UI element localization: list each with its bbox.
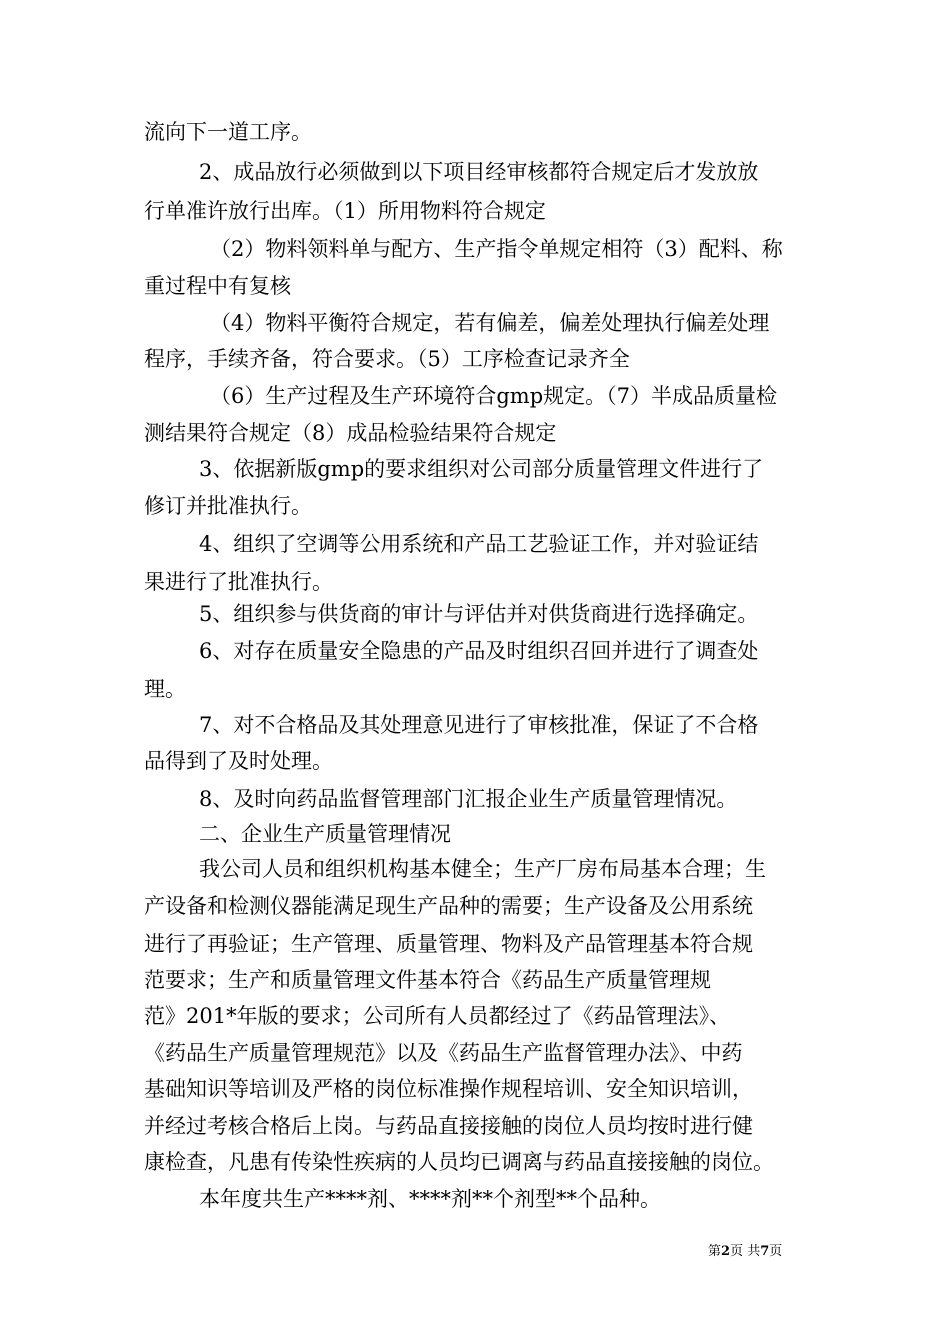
text-line: 基础知识等培训及严格的岗位标准操作规程培训、安全知识培训， (144, 1077, 753, 1101)
section-heading: 二、企业生产质量管理情况 (199, 822, 451, 846)
text-line: 5、组织参与供货商的审计与评估并对供货商进行选择确定。 (199, 602, 759, 626)
text-line: 2、成品放行必须做到以下项目经审核都符合规定后才发放放 (199, 160, 759, 184)
page-footer (708, 1244, 782, 1260)
text-line: （2）物料领料单与配方、生产指令单规定相符（3）配料、称 (210, 237, 783, 261)
text-line: 《药品生产质量管理规范》以及《药品生产监督管理办法》、中药 (144, 1041, 743, 1065)
text-line: 我公司人员和组织机构基本健全；生产厂房布局基本合理；生 (199, 857, 766, 881)
text-line: 流向下一道工序。 (144, 120, 312, 144)
text-line: 程序，手续齐备，符合要求。（5）工序检查记录齐全 (144, 347, 630, 371)
text-line: 本年度共生产****剂、****剂**个剂型**个品种。 (199, 1187, 661, 1211)
footer-prefix: 第 (708, 1244, 722, 1259)
total-pages-number: 7 (760, 1244, 770, 1259)
footer-middle: 页 共 (730, 1244, 761, 1259)
text-line: 理。 (144, 677, 186, 701)
text-line: 7、对不合格品及其处理意见进行了审核批准，保证了不合格 (199, 713, 759, 737)
text-line: 品得到了及时处理。 (144, 749, 333, 773)
text-line: 测结果符合规定（8）成品检验结果符合规定 (144, 421, 557, 445)
text-line: 产设备和检测仪器能满足现生产品种的需要；生产设备及公用系统 (144, 894, 753, 918)
text-line: 8、及时向药品监督管理部门汇报企业生产质量管理情况。 (199, 787, 738, 811)
text-line: 行单准许放行出库。（1）所用物料符合规定 (144, 199, 546, 223)
text-line: 重过程中有复核 (144, 274, 291, 298)
text-line: 进行了再验证；生产管理、质量管理、物料及产品管理基本符合规 (144, 932, 753, 956)
text-line: 4、组织了空调等公用系统和产品工艺验证工作，并对验证结 (199, 532, 759, 556)
text-line: （4）物料平衡符合规定，若有偏差，偏差处理执行偏差处理 (210, 311, 770, 335)
text-line: 修订并批准执行。 (144, 494, 312, 518)
text-line: 并经过考核合格后上岗。与药品直接接触的岗位人员均按时进行健 (144, 1114, 753, 1138)
current-page-number: 2 (721, 1244, 731, 1259)
text-line: 康检查，凡患有传染性疾病的人员均已调离与药品直接接触的岗位。 (144, 1150, 774, 1174)
text-line: 范要求；生产和质量管理文件基本符合《药品生产质量管理规 (144, 968, 711, 992)
text-line: 范》201*年版的要求；公司所有人员都经过了《药品管理法》、 (144, 1004, 731, 1028)
text-line: 果进行了批准执行。 (144, 570, 333, 594)
footer-suffix: 页 (769, 1244, 783, 1259)
text-line: （6）生产过程及生产环境符合gmp规定。（7）半成品质量检 (210, 384, 778, 408)
text-line: 3、依据新版gmp的要求组织对公司部分质量管理文件进行了 (199, 457, 764, 481)
text-line: 6、对存在质量安全隐患的产品及时组织召回并进行了调查处 (199, 639, 759, 663)
